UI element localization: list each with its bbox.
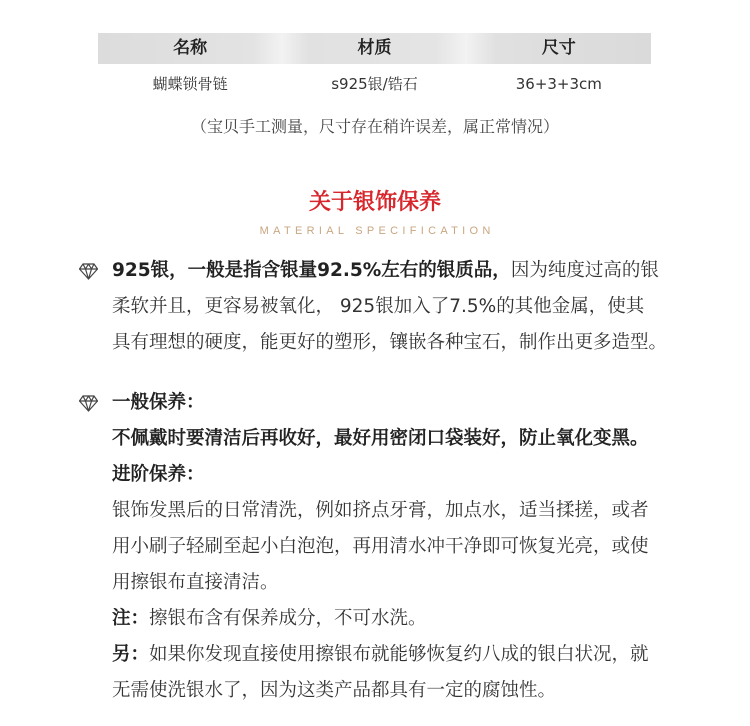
- silver-info-text: 因为纯度过高的银: [510, 260, 659, 281]
- extra-label: 另：: [112, 644, 150, 665]
- product-material: s925银/锆石: [331, 75, 418, 93]
- spec-table: [98, 33, 651, 104]
- extra-line-1: [112, 637, 649, 673]
- header-material: 材质: [357, 38, 392, 58]
- product-name: 蝴蝶锁骨链: [152, 75, 228, 93]
- extra-text-1: 如果你发现直接使用擦银布就能够恢复约八成的银白状况，就: [149, 644, 649, 665]
- section-subtitle: MATERIAL SPECIFICATION: [259, 225, 495, 237]
- spec-table-header: [98, 33, 651, 64]
- general-care-text-line: [112, 421, 649, 457]
- silver-info-line-3: 具有理想的硬度，能更好的塑形，镶嵌各种宝石，制作出更多造型。: [112, 332, 668, 353]
- silver-info-paragraph: [112, 253, 667, 361]
- silver-info-highlight: 925银，一般是指含银量92.5%左右的银质品，: [112, 260, 511, 281]
- advanced-care-line-3: 用擦银布直接清洁。: [112, 572, 279, 593]
- note-line: [112, 601, 649, 637]
- advanced-care-line-1: 银饰发黑后的日常清洗，例如挤点牙膏，加点水，适当揉搓，或者: [112, 500, 649, 521]
- product-size: 36+3+3cm: [515, 75, 602, 93]
- diamond-icon: [79, 263, 98, 280]
- general-care-label-line: [112, 385, 649, 421]
- note-text: 擦银布含有保养成分，不可水洗。: [149, 608, 427, 629]
- silver-info-line-2: 柔软并且，更容易被氧化， 925银加入了7.5%的其他金属，使其: [112, 296, 645, 317]
- advanced-care-line-2: 用小刷子轻刷至起小白泡泡，再用清水冲干净即可恢复光亮，或使: [112, 536, 649, 557]
- table-row: [98, 64, 651, 104]
- section-title: 关于银饰保养: [308, 190, 441, 215]
- general-care-text: 不佩戴时要清洁后再收好，最好用密闭口袋装好，防止氧化变黑。: [112, 428, 649, 449]
- header-name: 名称: [173, 38, 208, 58]
- diamond-icon: [79, 395, 98, 412]
- extra-line-2: 无需使洗银水了，因为这类产品都具有一定的腐蚀性。: [112, 680, 557, 701]
- measurement-note: （宝贝手工测量，尺寸存在稍许误差，属正常情况）: [190, 117, 559, 136]
- advanced-care-label: 进阶保养：: [112, 464, 205, 485]
- note-label: 注：: [112, 608, 150, 629]
- advanced-care-label-line: [112, 457, 649, 493]
- general-care-label: 一般保养：: [112, 392, 205, 413]
- silver-info-line-1: [112, 253, 667, 289]
- maintenance-paragraph: [112, 385, 649, 709]
- header-size: 尺寸: [541, 38, 576, 58]
